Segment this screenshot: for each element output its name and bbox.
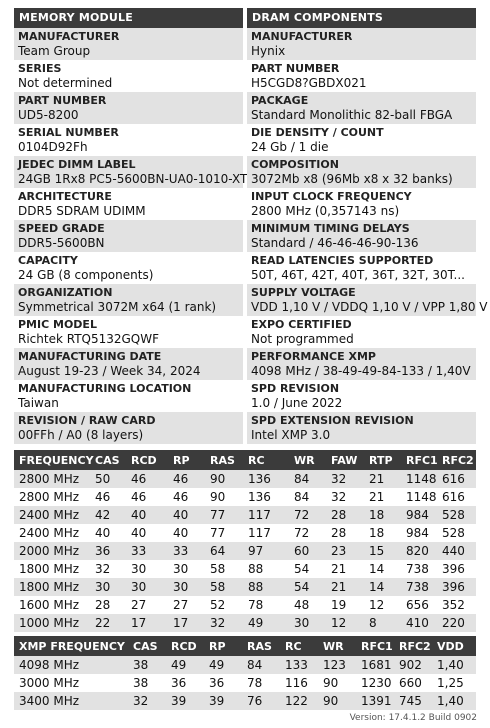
table-cell: 820 xyxy=(401,542,437,560)
timing-table xyxy=(14,450,476,632)
column-header: XMP FREQUENCY xyxy=(14,636,128,656)
column-header: RFC2 xyxy=(437,450,476,470)
field-label: SERIES xyxy=(18,62,62,75)
table-cell: 1800 MHz xyxy=(14,560,90,578)
table-cell: 28 xyxy=(326,506,364,524)
field-value: 00FFh / A0 (8 layers) xyxy=(18,428,144,442)
table-cell: 2800 MHz xyxy=(14,488,90,506)
field-value: Not determined xyxy=(18,76,113,90)
dram-field xyxy=(247,412,476,444)
field-value: Richtek RTQ5132GQWF xyxy=(18,332,160,346)
table-cell: 8 xyxy=(364,614,401,632)
table-cell: 84 xyxy=(289,470,326,488)
table-cell: 1800 MHz xyxy=(14,578,90,596)
table-cell: 36 xyxy=(204,674,242,692)
table-cell: 39 xyxy=(166,692,204,710)
table-cell: 32 xyxy=(205,614,243,632)
module-field xyxy=(14,28,243,60)
table-cell: 136 xyxy=(243,470,289,488)
table-cell: 46 xyxy=(126,488,168,506)
table-cell: 77 xyxy=(205,506,243,524)
table-cell: 1148 xyxy=(401,488,437,506)
table-cell: 46 xyxy=(168,470,205,488)
table-cell: 46 xyxy=(90,488,126,506)
table-cell: 78 xyxy=(242,674,280,692)
module-field xyxy=(14,60,243,92)
table-cell: 46 xyxy=(126,470,168,488)
table-cell: 76 xyxy=(242,692,280,710)
table-cell: 40 xyxy=(168,524,205,542)
table-cell: 30 xyxy=(168,560,205,578)
column-header: VDD xyxy=(432,636,476,656)
table-cell: 2800 MHz xyxy=(14,470,90,488)
field-value: Standard / 46-46-46-90-136 xyxy=(251,236,419,250)
table-cell: 52 xyxy=(205,596,243,614)
table-cell: 84 xyxy=(289,488,326,506)
table-cell: 136 xyxy=(243,488,289,506)
dram-components-list xyxy=(247,28,488,444)
spd-info-panel xyxy=(14,8,488,444)
dram-components-column xyxy=(247,8,488,444)
module-field xyxy=(14,220,243,252)
field-value: 24 Gb / 1 die xyxy=(251,140,329,154)
table-cell: 3000 MHz xyxy=(14,674,128,692)
table-cell: 1230 xyxy=(356,674,394,692)
table-cell: 36 xyxy=(90,542,126,560)
field-label: READ LATENCIES SUPPORTED xyxy=(251,254,434,267)
table-cell: 33 xyxy=(126,542,168,560)
dram-field xyxy=(247,188,476,220)
dram-field xyxy=(247,252,476,284)
table-cell: 984 xyxy=(401,506,437,524)
field-label: PART NUMBER xyxy=(251,62,340,75)
field-label: COMPOSITION xyxy=(251,158,339,171)
memory-module-header: MEMORY MODULE xyxy=(14,8,243,28)
table-cell: 528 xyxy=(437,506,476,524)
table-cell: 58 xyxy=(205,560,243,578)
field-value: UD5-8200 xyxy=(18,108,79,122)
table-cell: 3400 MHz xyxy=(14,692,128,710)
table-row xyxy=(14,596,476,614)
table-cell: 745 xyxy=(394,692,432,710)
field-label: PERFORMANCE XMP xyxy=(251,350,376,363)
table-cell: 984 xyxy=(401,524,437,542)
field-label: SPD EXTENSION REVISION xyxy=(251,414,414,427)
column-header: RCD xyxy=(126,450,168,470)
dram-components-header: DRAM COMPONENTS xyxy=(247,8,476,28)
table-cell: 21 xyxy=(326,578,364,596)
field-value: 2800 MHz (0,357143 ns) xyxy=(251,204,400,218)
field-value: Not programmed xyxy=(251,332,354,346)
dram-field xyxy=(247,28,476,60)
table-cell: 1681 xyxy=(356,656,394,674)
table-cell: 32 xyxy=(90,560,126,578)
field-label: ARCHITECTURE xyxy=(18,190,112,203)
field-value: 24GB 1Rx8 PC5-5600BN-UA0-1010-XT xyxy=(18,172,248,186)
table-cell: 2000 MHz xyxy=(14,542,90,560)
column-header: WR xyxy=(289,450,326,470)
column-header: RFC2 xyxy=(394,636,432,656)
table-cell: 12 xyxy=(326,614,364,632)
table-cell: 77 xyxy=(205,524,243,542)
table-cell: 19 xyxy=(326,596,364,614)
column-header: FREQUENCY xyxy=(14,450,90,470)
table-cell: 12 xyxy=(364,596,401,614)
field-value: DDR5-5600BN xyxy=(18,236,105,250)
table-cell: 440 xyxy=(437,542,476,560)
table-cell: 46 xyxy=(168,488,205,506)
dram-field xyxy=(247,284,488,316)
table-cell: 17 xyxy=(168,614,205,632)
table-cell: 27 xyxy=(126,596,168,614)
field-value: 3072Mb x8 (96Mb x8 x 32 banks) xyxy=(251,172,453,186)
table-cell: 38 xyxy=(128,656,166,674)
table-cell: 90 xyxy=(318,674,356,692)
table-cell: 133 xyxy=(280,656,318,674)
table-cell: 28 xyxy=(90,596,126,614)
table-cell: 90 xyxy=(205,470,243,488)
dram-field xyxy=(247,60,476,92)
table-cell: 22 xyxy=(90,614,126,632)
table-cell: 2400 MHz xyxy=(14,506,90,524)
module-field xyxy=(14,252,243,284)
field-label: MINIMUM TIMING DELAYS xyxy=(251,222,410,235)
field-label: MANUFACTURER xyxy=(18,30,120,43)
table-cell: 58 xyxy=(205,578,243,596)
table-cell: 32 xyxy=(326,470,364,488)
table-cell: 220 xyxy=(437,614,476,632)
table-cell: 42 xyxy=(90,506,126,524)
table-cell: 49 xyxy=(166,656,204,674)
dram-field xyxy=(247,220,476,252)
table-cell: 616 xyxy=(437,488,476,506)
table-row xyxy=(14,524,476,542)
field-label: ORGANIZATION xyxy=(18,286,113,299)
table-cell: 54 xyxy=(289,560,326,578)
table-cell: 38 xyxy=(128,674,166,692)
field-label: SUPPLY VOLTAGE xyxy=(251,286,356,299)
table-cell: 30 xyxy=(289,614,326,632)
dram-field xyxy=(247,92,476,124)
table-cell: 88 xyxy=(243,560,289,578)
module-field xyxy=(14,124,243,156)
field-label: PART NUMBER xyxy=(18,94,107,107)
version-label: Version: 17.4.1.2 Build 0902 xyxy=(349,713,477,723)
table-cell: 1,40 xyxy=(432,656,476,674)
column-header: RAS xyxy=(205,450,243,470)
table-cell: 40 xyxy=(126,524,168,542)
table-row xyxy=(14,614,476,632)
field-value: 4098 MHz / 38-49-49-84-133 / 1,40V xyxy=(251,364,471,378)
field-value: 0104D92Fh xyxy=(18,140,88,154)
table-cell: 88 xyxy=(243,578,289,596)
table-cell: 60 xyxy=(289,542,326,560)
field-value: Team Group xyxy=(18,44,91,58)
table-cell: 23 xyxy=(326,542,364,560)
module-field xyxy=(14,412,243,444)
table-cell: 396 xyxy=(437,578,476,596)
table-cell: 48 xyxy=(289,596,326,614)
table-cell: 30 xyxy=(168,578,205,596)
field-value: DDR5 SDRAM UDIMM xyxy=(18,204,146,218)
dram-field xyxy=(247,348,476,380)
table-cell: 656 xyxy=(401,596,437,614)
module-field xyxy=(14,348,243,380)
field-value: VDD 1,10 V / VDDQ 1,10 V / VPP 1,80 V xyxy=(251,300,488,314)
field-value: H5CGD8?GBDX021 xyxy=(251,76,367,90)
table-row xyxy=(14,488,476,506)
module-field xyxy=(14,156,248,188)
field-label: MANUFACTURER xyxy=(251,30,353,43)
module-field xyxy=(14,284,243,316)
table-cell: 21 xyxy=(326,560,364,578)
table-cell: 1148 xyxy=(401,470,437,488)
field-label: DIE DENSITY / COUNT xyxy=(251,126,384,139)
table-cell: 1,25 xyxy=(432,674,476,692)
module-field xyxy=(14,380,243,412)
field-label: MANUFACTURING DATE xyxy=(18,350,162,363)
field-value: August 19-23 / Week 34, 2024 xyxy=(18,364,201,378)
table-cell: 28 xyxy=(326,524,364,542)
module-field xyxy=(14,316,243,348)
field-value: Hynix xyxy=(251,44,286,58)
column-header: RC xyxy=(243,450,289,470)
field-label: EXPO CERTIFIED xyxy=(251,318,352,331)
dram-field xyxy=(247,156,476,188)
table-cell: 30 xyxy=(90,578,126,596)
column-header: RTP xyxy=(364,450,401,470)
table-cell: 72 xyxy=(289,524,326,542)
table-cell: 21 xyxy=(364,488,401,506)
column-header: RCD xyxy=(166,636,204,656)
column-header: CAS xyxy=(90,450,126,470)
column-header: RP xyxy=(168,450,205,470)
table-cell: 36 xyxy=(166,674,204,692)
timing-table-header xyxy=(14,450,476,470)
table-cell: 64 xyxy=(205,542,243,560)
column-header: RP xyxy=(204,636,242,656)
table-row xyxy=(14,470,476,488)
table-cell: 4098 MHz xyxy=(14,656,128,674)
table-cell: 116 xyxy=(280,674,318,692)
table-cell: 1000 MHz xyxy=(14,614,90,632)
table-cell: 1391 xyxy=(356,692,394,710)
table-cell: 33 xyxy=(168,542,205,560)
table-row xyxy=(14,692,476,710)
table-row xyxy=(14,656,476,674)
field-label: SPEED GRADE xyxy=(18,222,105,235)
field-label: PACKAGE xyxy=(251,94,309,107)
xmp-table xyxy=(14,636,476,710)
table-cell: 14 xyxy=(364,560,401,578)
field-value: Symmetrical 3072M x64 (1 rank) xyxy=(18,300,217,314)
field-label: CAPACITY xyxy=(18,254,78,267)
table-row xyxy=(14,674,476,692)
table-cell: 72 xyxy=(289,506,326,524)
table-cell: 14 xyxy=(364,578,401,596)
table-row xyxy=(14,542,476,560)
table-cell: 78 xyxy=(243,596,289,614)
table-cell: 616 xyxy=(437,470,476,488)
table-cell: 27 xyxy=(168,596,205,614)
field-label: REVISION / RAW CARD xyxy=(18,414,156,427)
table-cell: 410 xyxy=(401,614,437,632)
table-cell: 738 xyxy=(401,560,437,578)
column-header: WR xyxy=(318,636,356,656)
table-cell: 528 xyxy=(437,524,476,542)
table-cell: 17 xyxy=(126,614,168,632)
table-row xyxy=(14,578,476,596)
xmp-table-header xyxy=(14,636,476,656)
table-cell: 352 xyxy=(437,596,476,614)
table-cell: 32 xyxy=(326,488,364,506)
field-value: 50T, 46T, 42T, 40T, 36T, 32T, 30T... xyxy=(251,268,465,282)
table-cell: 21 xyxy=(364,470,401,488)
table-cell: 49 xyxy=(243,614,289,632)
table-cell: 30 xyxy=(126,560,168,578)
table-cell: 90 xyxy=(205,488,243,506)
field-label: INPUT CLOCK FREQUENCY xyxy=(251,190,412,203)
table-cell: 660 xyxy=(394,674,432,692)
module-field xyxy=(14,92,243,124)
table-cell: 90 xyxy=(318,692,356,710)
table-cell: 40 xyxy=(126,506,168,524)
table-cell: 50 xyxy=(90,470,126,488)
table-cell: 18 xyxy=(364,506,401,524)
table-cell: 2400 MHz xyxy=(14,524,90,542)
table-cell: 40 xyxy=(168,506,205,524)
dram-field xyxy=(247,316,476,348)
field-label: JEDEC DIMM LABEL xyxy=(18,158,136,171)
column-header: RAS xyxy=(242,636,280,656)
field-value: Standard Monolithic 82-ball FBGA xyxy=(251,108,453,122)
table-cell: 117 xyxy=(243,524,289,542)
field-value: 24 GB (8 components) xyxy=(18,268,154,282)
table-cell: 49 xyxy=(204,656,242,674)
table-cell: 84 xyxy=(242,656,280,674)
table-cell: 123 xyxy=(318,656,356,674)
table-cell: 117 xyxy=(243,506,289,524)
table-cell: 902 xyxy=(394,656,432,674)
field-label: SPD REVISION xyxy=(251,382,340,395)
table-cell: 97 xyxy=(243,542,289,560)
table-cell: 30 xyxy=(126,578,168,596)
field-label: MANUFACTURING LOCATION xyxy=(18,382,192,395)
table-cell: 122 xyxy=(280,692,318,710)
field-value: 1.0 / June 2022 xyxy=(251,396,343,410)
table-cell: 1,40 xyxy=(432,692,476,710)
table-cell: 396 xyxy=(437,560,476,578)
field-value: Taiwan xyxy=(18,396,59,410)
field-label: SERIAL NUMBER xyxy=(18,126,119,139)
table-cell: 39 xyxy=(204,692,242,710)
table-cell: 32 xyxy=(128,692,166,710)
table-cell: 15 xyxy=(364,542,401,560)
table-row xyxy=(14,560,476,578)
column-header: RC xyxy=(280,636,318,656)
table-cell: 54 xyxy=(289,578,326,596)
module-field xyxy=(14,188,243,220)
memory-module-list xyxy=(14,28,248,444)
column-header: CAS xyxy=(128,636,166,656)
table-cell: 738 xyxy=(401,578,437,596)
dram-field xyxy=(247,380,476,412)
table-cell: 18 xyxy=(364,524,401,542)
table-row xyxy=(14,506,476,524)
table-cell: 1600 MHz xyxy=(14,596,90,614)
table-cell: 40 xyxy=(90,524,126,542)
field-value: Intel XMP 3.0 xyxy=(251,428,331,442)
field-label: PMIC MODEL xyxy=(18,318,97,331)
column-header: FAW xyxy=(326,450,364,470)
memory-module-column xyxy=(14,8,248,444)
column-header: RFC1 xyxy=(356,636,394,656)
column-header: RFC1 xyxy=(401,450,437,470)
dram-field xyxy=(247,124,476,156)
